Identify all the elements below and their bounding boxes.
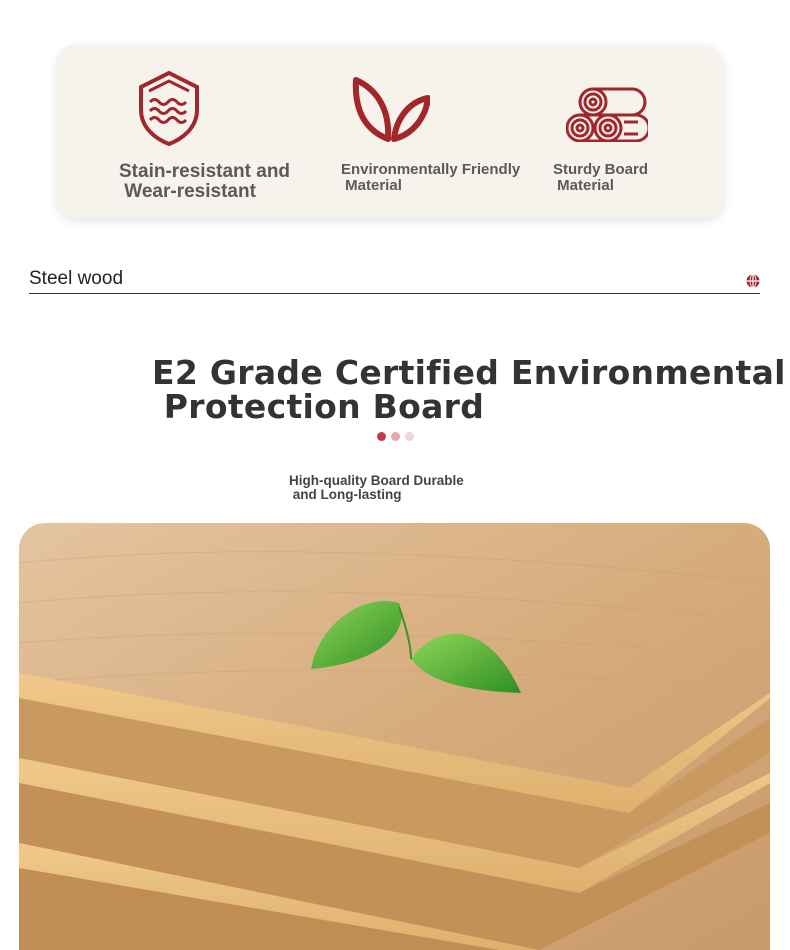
shield-waves-icon [136, 70, 202, 146]
feature-stain-resistant [136, 70, 202, 146]
feature-label-eco: Environmentally Friendly Material [341, 161, 521, 194]
dot [405, 432, 414, 441]
divider-line [29, 293, 760, 294]
features-card [56, 44, 724, 218]
leaf-icon [352, 76, 430, 142]
feature-sturdy-board [566, 86, 648, 142]
dot [391, 432, 400, 441]
wood-boards-illustration [19, 523, 770, 950]
subheadline: High-quality Board Durable and Long-lasting [289, 473, 464, 502]
globe-icon [746, 274, 760, 288]
feature-label-sturdy: Sturdy Board Material [553, 161, 649, 194]
feature-label-stain: Stain-resistant and Wear-resistant [119, 161, 291, 202]
section-divider [29, 262, 760, 294]
logs-icon [566, 86, 648, 142]
product-photo [19, 523, 770, 950]
dot-active [377, 432, 386, 441]
page-title: E2 Grade Certified Environmental Protection Board [152, 353, 786, 426]
feature-eco-friendly [352, 76, 430, 142]
section-label: Steel wood [29, 268, 124, 289]
